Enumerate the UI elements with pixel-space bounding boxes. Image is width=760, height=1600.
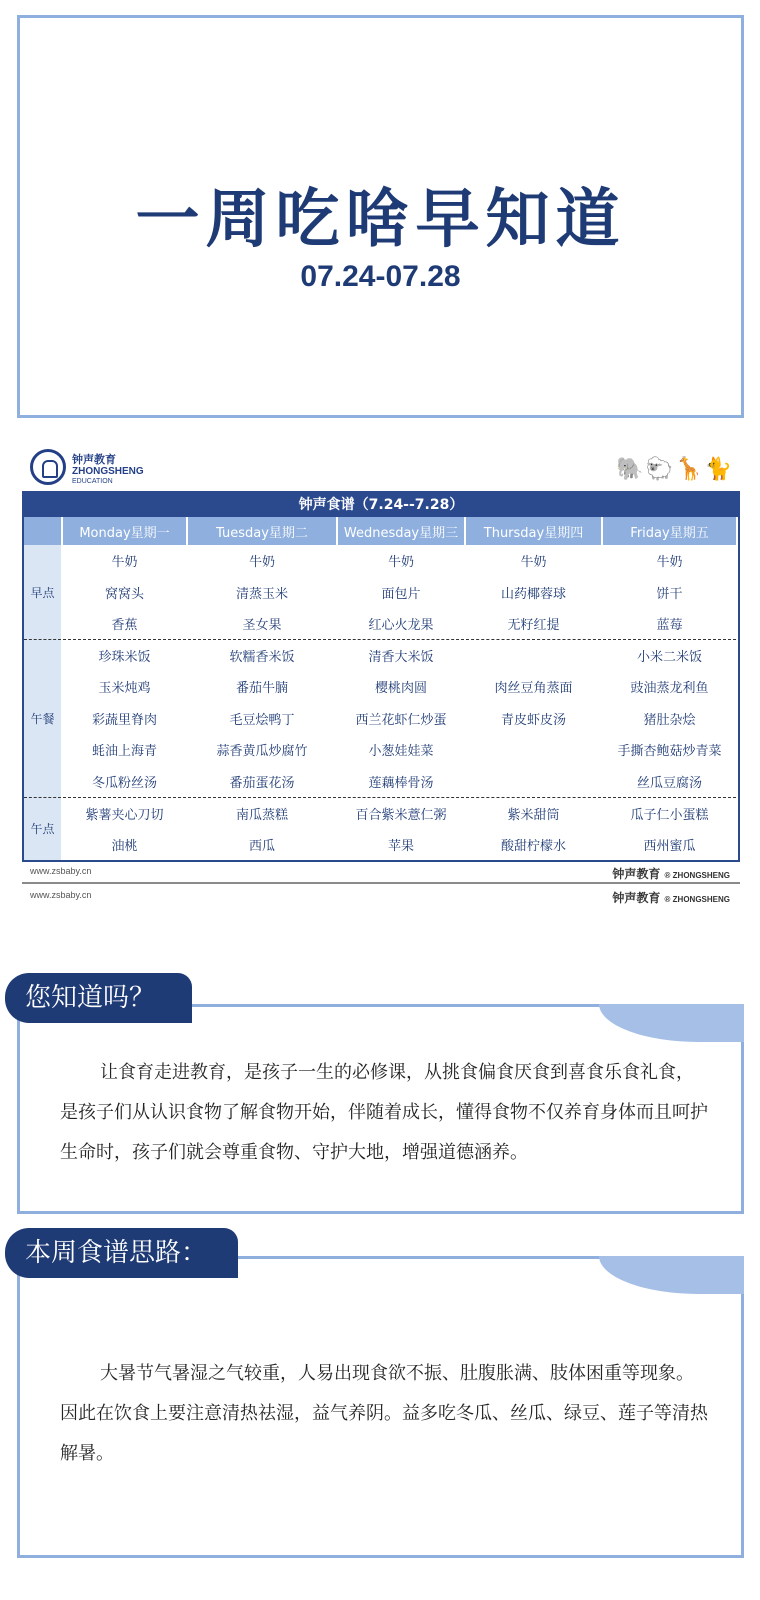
menu-cell: 丝瓜豆腐汤 bbox=[602, 766, 737, 798]
menu-cell: 苹果 bbox=[337, 829, 465, 861]
menu-cell: 冬瓜粉丝汤 bbox=[62, 766, 187, 798]
day-header: Monday星期一 bbox=[62, 517, 187, 545]
menu-cell: 手撕杏鲍菇炒青菜 bbox=[602, 734, 737, 766]
table-row bbox=[24, 608, 737, 640]
menu-cell: 蒜香黄瓜炒腐竹 bbox=[187, 734, 337, 766]
logo-name-en-sub: EDUCATION bbox=[72, 478, 113, 485]
menu-cell: 红心火龙果 bbox=[337, 608, 465, 640]
meal-label-breakfast: 早点 bbox=[24, 545, 62, 640]
table-row bbox=[24, 766, 737, 798]
table-row bbox=[24, 671, 737, 703]
table-row bbox=[24, 577, 737, 609]
menu-cell: 毛豆烩鸭丁 bbox=[187, 703, 337, 735]
menu-cell: 彩蔬里脊肉 bbox=[62, 703, 187, 735]
menu-cell: 蓝莓 bbox=[602, 608, 737, 640]
menu-cell: 小葱娃娃菜 bbox=[337, 734, 465, 766]
menu-cell: 珍珠米饭 bbox=[62, 640, 187, 672]
day-header: Thursday星期四 bbox=[465, 517, 602, 545]
day-header: Tuesday星期二 bbox=[187, 517, 337, 545]
menu-cell: 窝窝头 bbox=[62, 577, 187, 609]
meal-label-lunch: 午餐 bbox=[24, 640, 62, 798]
menu-cell: 南瓜蒸糕 bbox=[187, 797, 337, 829]
menu-cell: 番茄牛腩 bbox=[187, 671, 337, 703]
menu-cell: 清蒸玉米 bbox=[187, 577, 337, 609]
menu-cell: 樱桃肉圆 bbox=[337, 671, 465, 703]
menu-table bbox=[22, 491, 740, 862]
menu-cell: 紫米甜筒 bbox=[465, 797, 602, 829]
date-range: 07.24-07.28 bbox=[300, 260, 461, 293]
giraffe-icon: 🦒 bbox=[675, 457, 705, 482]
menu-cell: 百合紫米薏仁粥 bbox=[337, 797, 465, 829]
day-header: Friday星期五 bbox=[602, 517, 737, 545]
menu-cell: 面包片 bbox=[337, 577, 465, 609]
menu-cell: 牛奶 bbox=[465, 545, 602, 577]
menu-cell: 油桃 bbox=[62, 829, 187, 861]
did-you-know-section bbox=[17, 1004, 744, 1214]
menu-footer bbox=[22, 862, 740, 884]
brand-cn: 钟声教育 bbox=[612, 891, 661, 905]
site-url: www.zsbaby.cn bbox=[30, 890, 92, 900]
menu-cell: 香蕉 bbox=[62, 608, 187, 640]
days-header-row bbox=[24, 517, 737, 545]
menu-cell: 牛奶 bbox=[602, 545, 737, 577]
menu-cell: 牛奶 bbox=[62, 545, 187, 577]
brand-en: ® ZHONGSHENG bbox=[664, 895, 730, 904]
site-url: www.zsbaby.cn bbox=[30, 866, 92, 876]
menu-cell: 西州蜜瓜 bbox=[602, 829, 737, 861]
day-header: Wednesday星期三 bbox=[337, 517, 465, 545]
menu-table-title: 钟声食谱（7.24--7.28） bbox=[24, 493, 738, 517]
menu-cell: 软糯香米饭 bbox=[187, 640, 337, 672]
menu-cell: 小米二米饭 bbox=[602, 640, 737, 672]
corner-decoration bbox=[599, 1256, 744, 1294]
logo-name-cn: 钟声教育 bbox=[72, 453, 116, 466]
table-row bbox=[24, 545, 737, 577]
menu-cell: 猪肚杂烩 bbox=[602, 703, 737, 735]
menu-cell: 紫薯夹心刀切 bbox=[62, 797, 187, 829]
school-logo-icon bbox=[30, 449, 66, 485]
animal-decoration bbox=[616, 457, 734, 482]
table-row bbox=[24, 640, 737, 672]
menu-cell: 牛奶 bbox=[187, 545, 337, 577]
corner-decoration bbox=[599, 1004, 744, 1042]
brand-mark bbox=[612, 889, 730, 906]
menu-cell: 莲藕棒骨汤 bbox=[337, 766, 465, 798]
menu-header bbox=[22, 445, 742, 491]
elephant-icon: 🐘 bbox=[616, 457, 646, 482]
menu-cell: 牛奶 bbox=[337, 545, 465, 577]
brand-cn: 钟声教育 bbox=[612, 867, 661, 881]
menu-idea-section bbox=[17, 1256, 744, 1558]
menu-cell: 无籽红提 bbox=[465, 608, 602, 640]
menu-footer-repeat bbox=[22, 886, 740, 906]
menu-cell: 清香大米饭 bbox=[337, 640, 465, 672]
table-row bbox=[24, 734, 737, 766]
menu-cell bbox=[465, 766, 602, 798]
menu-cell: 西瓜 bbox=[187, 829, 337, 861]
menu-cell: 饼干 bbox=[602, 577, 737, 609]
cat-icon: 🐈 bbox=[704, 457, 734, 482]
brand-mark bbox=[612, 865, 730, 882]
did-you-know-text: 让食育走进教育，是孩子一生的必修课，从挑食偏食厌食到喜食乐食礼食，是孩子们从认识食物了解食物开始，伴随着成长，懂得食物不仅养育身体而且呵护生命时，孩子们就会尊重食物、守护大地，增强道德涵养。 bbox=[60, 1062, 708, 1163]
table-row bbox=[24, 797, 737, 829]
brand-en: ® ZHONGSHENG bbox=[664, 871, 730, 880]
menu-cell: 西兰花虾仁炒蛋 bbox=[337, 703, 465, 735]
title-card bbox=[17, 15, 744, 418]
page-title: 一周吃啥早知道 bbox=[135, 183, 626, 257]
menu-cell: 玉米炖鸡 bbox=[62, 671, 187, 703]
menu-cell: 蚝油上海青 bbox=[62, 734, 187, 766]
menu-cell: 肉丝豆角蒸面 bbox=[465, 671, 602, 703]
menu-idea-tab: 本周食谱思路： bbox=[5, 1228, 238, 1278]
logo-name-en: ZHONGSHENG bbox=[72, 466, 144, 477]
table-row bbox=[24, 703, 737, 735]
did-you-know-tab: 您知道吗？ bbox=[5, 973, 192, 1023]
table-row bbox=[24, 829, 737, 861]
menu-cell: 青皮虾皮汤 bbox=[465, 703, 602, 735]
menu-cell: 山药椰蓉球 bbox=[465, 577, 602, 609]
corner-cell bbox=[24, 517, 62, 545]
menu-idea-text: 大暑节气暑湿之气较重，人易出现食欲不振、肚腹胀满、肢体困重等现象。因此在饮食上要注意清热祛湿，益气养阴。益多吃冬瓜、丝瓜、绿豆、莲子等清热解暑。 bbox=[60, 1363, 708, 1464]
menu-cell: 瓜子仁小蛋糕 bbox=[602, 797, 737, 829]
menu-cell bbox=[465, 640, 602, 672]
menu-cell: 酸甜柠檬水 bbox=[465, 829, 602, 861]
menu-cell: 番茄蛋花汤 bbox=[187, 766, 337, 798]
menu-cell bbox=[465, 734, 602, 766]
meal-label-snack: 午点 bbox=[24, 797, 62, 860]
menu-cell: 圣女果 bbox=[187, 608, 337, 640]
menu-cell: 豉油蒸龙利鱼 bbox=[602, 671, 737, 703]
bird-icon: 🐑 bbox=[645, 457, 676, 482]
